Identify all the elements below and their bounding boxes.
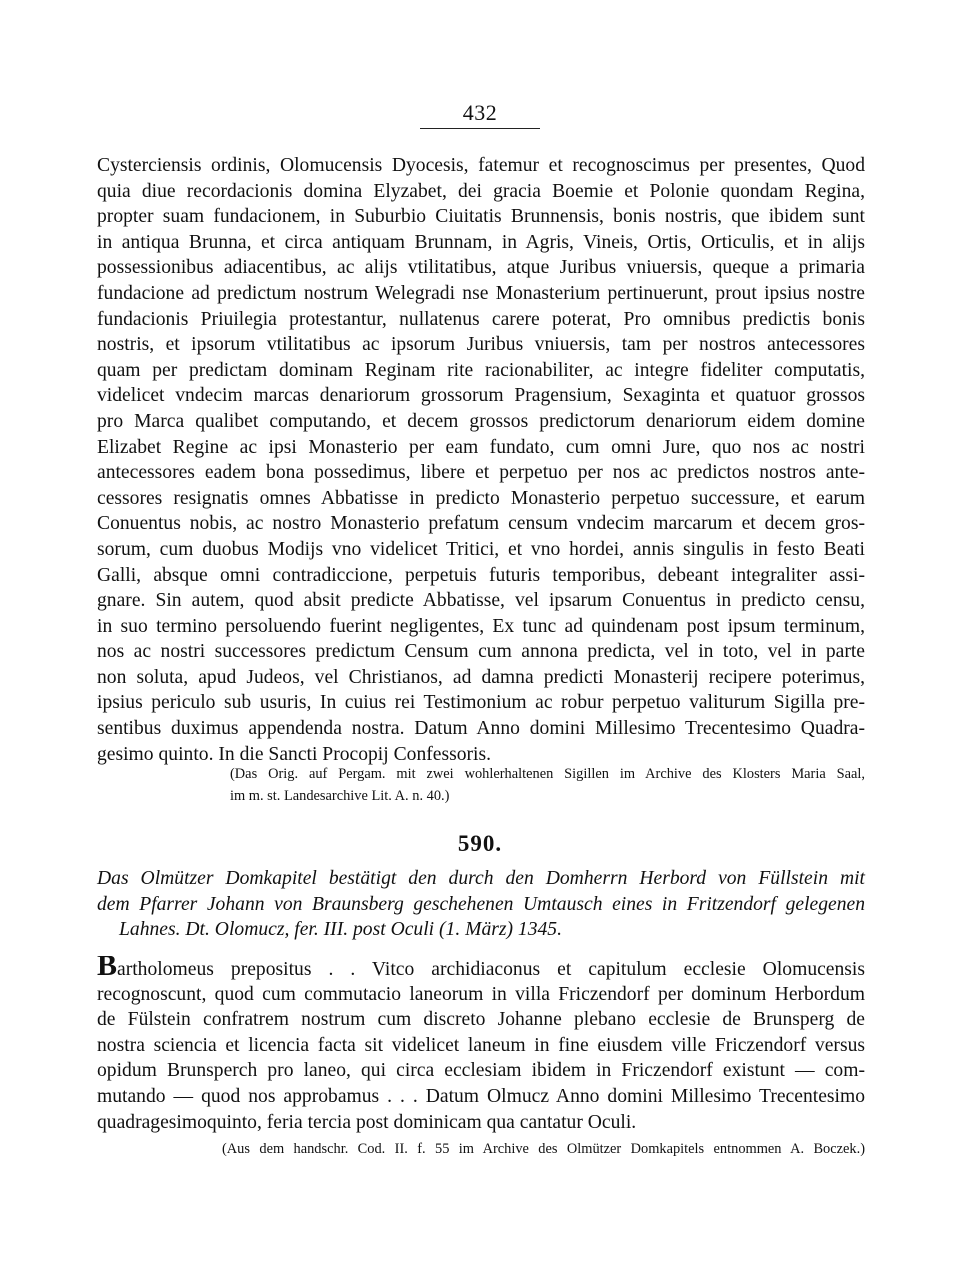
text-line: quam per predictam dominam Reginam rite racionabiliter, ac integre fideliter computatis,	[97, 359, 865, 381]
text-line: videlicet vndecim marcas denariorum grossorum Pragensium, Sexaginta et quatuor grossos	[97, 385, 865, 407]
page-number: 432	[462, 100, 498, 125]
source-note	[222, 1138, 865, 1160]
text-line: opidum Brunsperch pro laneo, qui circa ecclesiam ibidem in Friczendorf existunt — com-	[97, 1060, 865, 1082]
drop-cap: B	[97, 956, 118, 982]
text-line: in suo termino persoluendo fuerint negligentes, Ex tunc ad quindenam post ipsum terminum,	[97, 615, 865, 637]
heading-line: Das Olmützer Domkapitel bestätigt den durch den Domherrn Herbord von Füllstein mit	[97, 868, 865, 889]
text-line: possessionibus adiacentibus, ac alijs vtilitatibus, atque Juribus vniuersis, queque a primaria	[97, 257, 865, 279]
text-line: fundacione ad predictum nostrum Welegradi nse Monasterium pertinuerunt, prout ipsius nostre	[97, 282, 865, 304]
text-line: pro Marca qualibet computando, et decem grossos predictorum denariorum eidem domine	[97, 410, 865, 432]
note-line: im m. st. Landesarchive Lit. A. n. 40.)	[230, 788, 450, 804]
text-line: non soluta, apud Judeos, vel Christianos, ad damna predicti Monasterij recipere poterimus,	[97, 666, 865, 688]
text-line: antecessores eadem bona possedimus, libere et perpetuo per nos ac predictos nostros ante-	[97, 462, 865, 484]
text-line: Galli, absque omni contradiccione, perpetuis futuris temporibus, debeant integraliter assi-	[97, 564, 865, 586]
text-line: propter suam fundacionem, in Suburbio Ciuitatis Brunnensis, bonis nostris, que ibidem sunt	[97, 206, 865, 228]
note-line: (Aus dem handschr. Cod. II. f. 55 im Archive des Olmützer Domkapitels entnommen A. Boczek.)	[222, 1141, 865, 1157]
text-line: nos ac nostri successores predictum Censum cum annona predicta, vel in toto, vel in parte	[97, 641, 865, 663]
heading-line: dem Pfarrer Johann von Braunsberg geschehenen Umtausch eines in Fritzendorf gelegenen	[97, 893, 865, 915]
heading-line: Lahnes. Dt. Olomucz, fer. III. post Oculi (1. März) 1345.	[119, 919, 563, 941]
text-line: ipsius periculo sub usuris, In cuius rei Testimonium ac robur perpetuo valiturum Sigilla pre-	[97, 692, 865, 714]
text-line	[97, 956, 865, 982]
header-rule	[420, 128, 540, 129]
text-line: fundacionis Priuilegia protestantur, nullatenus carere poterat, Pro omnibus predictis bonis	[97, 308, 865, 330]
document-text	[97, 956, 865, 1135]
text-line: quadragesimoquinto, feria tercia post dominicam qua cantatur Oculi.	[97, 1111, 637, 1133]
text-line: in antiqua Brunna, et circa antiquam Brunnam, in Agris, Vineis, Ortis, Orticulis, et in alijs	[97, 231, 865, 253]
text-line: Elizabet Regine ac ipsi Monasterio per eam fundato, cum omni Jure, quo nos ac nostri	[97, 436, 865, 458]
document-number: 590.	[457, 831, 503, 856]
text-line: quia diue recordacionis domina Elyzabet, dei gracia Boemie et Polonie quondam Regina,	[97, 180, 865, 202]
source-note	[230, 763, 865, 807]
text-line: de Fülstein confratrem nostrum cum discreto Johanne plebano ecclesie de Brunsperg de	[97, 1009, 865, 1031]
note-line: (Das Orig. auf Pergam. mit zwei wohlerhaltenen Sigillen im Archive des Klosters Maria Saal,	[230, 766, 865, 782]
text-line: Cysterciensis ordinis, Olomucensis Dyocesis, fatemur et recognoscimus per presentes, Quod	[97, 155, 865, 176]
text-line: Conuentus nobis, ac nostro Monasterio prefatum censum vndecim marcarum et decem gros-	[97, 513, 865, 535]
text-line: nostra sciencia et licencia facta sit videlicet laneum in fine eiusdem ville Friczendorf versus	[97, 1034, 865, 1056]
first-line-text: artholomeus prepositus . . Vitco archidiaconus et capitulum ecclesie Olomucensis	[117, 959, 865, 980]
document-heading	[97, 866, 865, 943]
text-line: nostris, et ipsorum vtilitatibus ac ipsorum Juribus vniuersis, tam per nostros antecessores	[97, 334, 865, 356]
text-line: recognoscunt, quod cum commutacio laneorum in villa Friczendorf per dominum Herbordum	[97, 983, 865, 1005]
text-line: gesimo quinto. In die Sancti Procopij Confessoris.	[97, 743, 492, 765]
text-line: cessores resignatis omnes Abbatisse in predicto Monasterio perpetuo successure, et earum	[97, 487, 865, 509]
charter-text	[97, 153, 865, 767]
text-line: mutando — quod nos approbamus . . . Datum Olmucz Anno domini Millesimo Trecentesimo	[97, 1085, 865, 1107]
text-line: gnare. Sin autem, quod absit predicte Abbatisse, vel ipsarum Conuentus in predicto censu,	[97, 590, 865, 612]
text-line: sentibus duximus appendenda nostra. Datum Anno domini Millesimo Trecentesimo Quadra-	[97, 718, 865, 740]
text-line: sorum, cum duobus Modijs vno videlicet Tritici, et vno hordei, annis singulis in festo Beati	[97, 538, 865, 560]
